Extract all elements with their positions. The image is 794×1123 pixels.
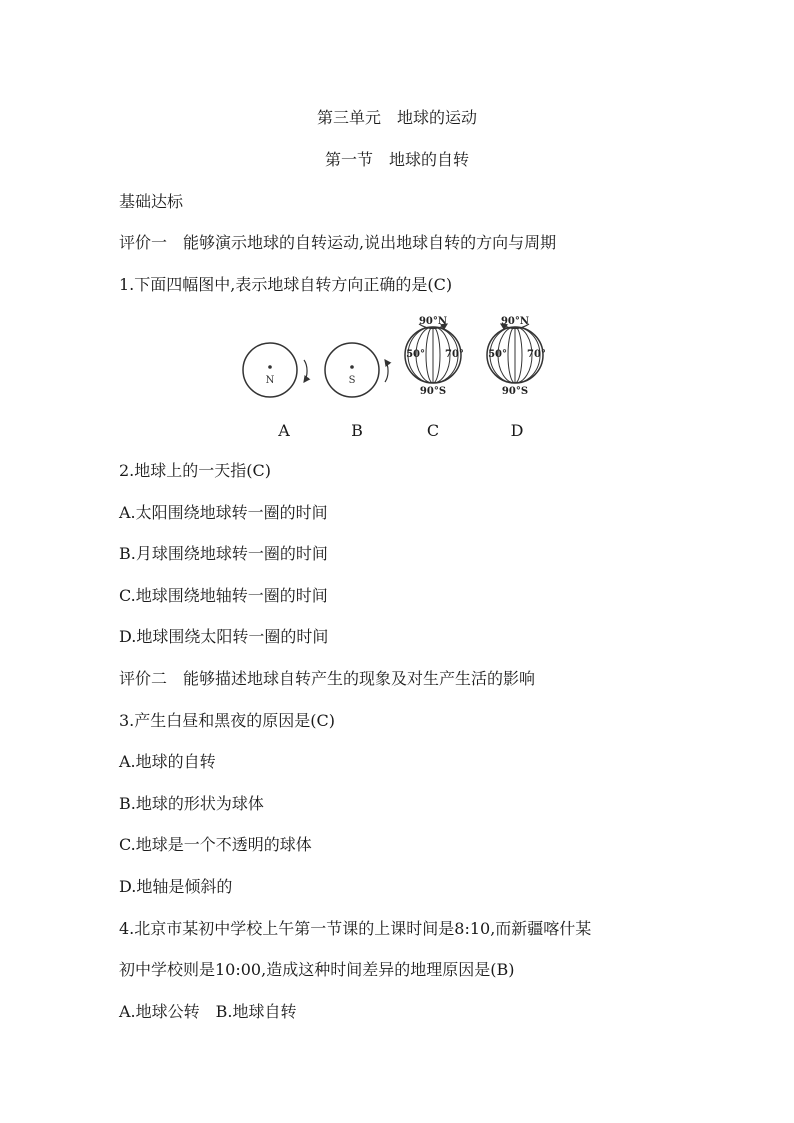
page-subtitle: 第一节 地球的自转: [324, 150, 469, 169]
north-pole-label-c: 90°N: [418, 316, 448, 327]
question-4-options: A.地球公转 B.地球自转: [119, 1002, 297, 1021]
question-4-line-1: 4.北京市某初中学校上午第一节课的上课时间是8:10,而新疆喀什某: [119, 919, 592, 938]
diagram-d: [487, 316, 546, 397]
question-2-option-b: B.月球围绕地球转一圈的时间: [119, 544, 328, 563]
earth-rotation-figure: [0, 0, 794, 420]
question-3-option-b: B.地球的形状为球体: [119, 794, 264, 813]
pole-dot-b: [350, 365, 354, 369]
evaluation-two-heading: 评价二 能够描述地球自转产生的现象及对生产生活的影响: [119, 669, 536, 688]
lat-label-c-2: 70°: [445, 349, 464, 360]
lat-label-d-2: 70°: [527, 349, 546, 360]
globe-a-circle: [243, 343, 297, 397]
question-2: 2.地球上的一天指(C): [119, 461, 271, 480]
question-2-option-d: D.地球围绕太阳转一圈的时间: [119, 627, 329, 646]
section-heading: 基础达标: [119, 192, 184, 211]
question-3-option-a: A.地球的自转: [119, 752, 216, 771]
question-2-option-c: C.地球围绕地轴转一圈的时间: [119, 586, 328, 605]
question-3-option-d: D.地轴是倾斜的: [119, 877, 233, 896]
south-pole-label-c: 90°S: [419, 386, 447, 397]
pole-label-b: S: [348, 375, 356, 386]
question-1: 1.下面四幅图中,表示地球自转方向正确的是(C): [119, 275, 453, 294]
diagram-a: [243, 343, 307, 397]
rotation-arrow-b: [385, 360, 388, 382]
pole-label-a: N: [265, 375, 275, 386]
page-title: 第三单元 地球的运动: [316, 108, 477, 127]
pole-dot-a: [268, 365, 272, 369]
lat-label-c-1: 50°: [406, 349, 425, 360]
question-2-option-a: A.太阳围绕地球转一圈的时间: [119, 503, 328, 522]
evaluation-one-heading: 评价一 能够演示地球的自转运动,说出地球自转的方向与周期: [119, 233, 557, 252]
north-pole-label-d: 90°N: [500, 316, 530, 327]
question-3: 3.产生白昼和黑夜的原因是(C): [119, 711, 335, 730]
figure-label-a: A: [278, 421, 290, 440]
diagram-c: [405, 316, 464, 397]
figure-label-c: C: [426, 421, 440, 440]
figure-label-b: B: [351, 421, 363, 440]
south-pole-label-d: 90°S: [501, 386, 529, 397]
globe-b-circle: [325, 343, 379, 397]
question-4-line-2: 初中学校则是10:00,造成这种时间差异的地理原因是(B): [119, 960, 515, 979]
lat-label-d-1: 50°: [488, 349, 507, 360]
diagram-b: [325, 343, 388, 397]
figure-label-d: D: [510, 421, 524, 440]
rotation-arrow-a: [304, 360, 307, 382]
question-3-option-c: C.地球是一个不透明的球体: [119, 835, 312, 854]
